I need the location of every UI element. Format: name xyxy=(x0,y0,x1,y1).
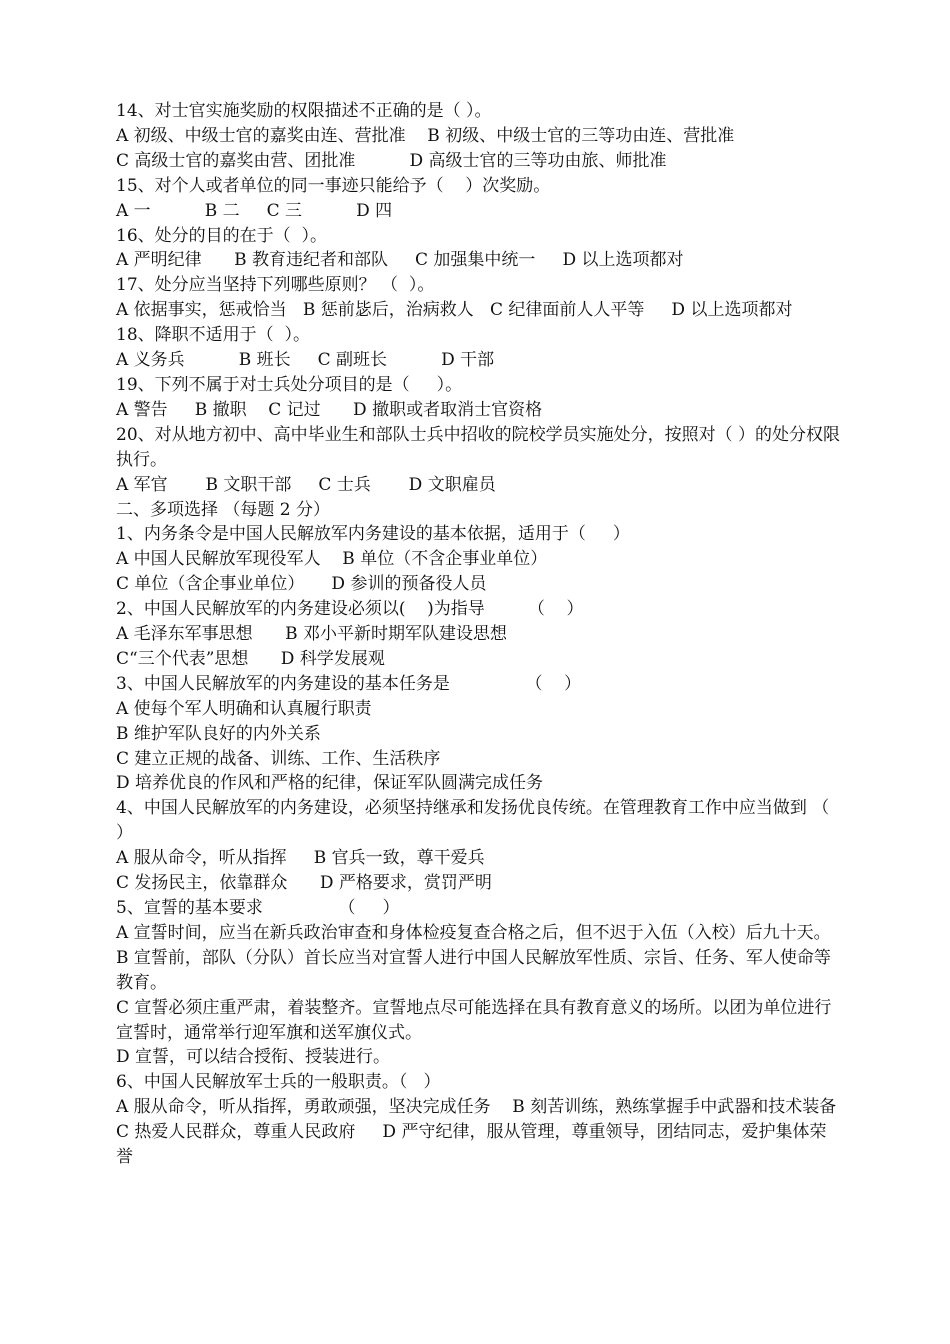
mc-question-4-options-ab: A 服从命令，听从指挥 B 官兵一致，尊干爱兵 xyxy=(116,848,485,869)
question-14: 14、对士官实施奖励的权限描述不正确的是（ ）。 xyxy=(116,101,492,121)
mc-question-3-option-d: D 培养优良的作风和严格的纪律，保证军队圆满完成任务 xyxy=(116,773,544,794)
mc-question-1-options-cd: C 单位（含企事业单位） D 参训的预备役人员 xyxy=(116,574,487,595)
question-14-options-cd: C 高级士官的嘉奖由营、团批准 D 高级士官的三等功由旅、师批准 xyxy=(116,150,667,171)
question-16-options: A 严明纪律 B 教育违纪者和部队 C 加强集中统一 D 以上选项都对 xyxy=(116,250,684,271)
mc-question-5-option-a: A 宣誓时间，应当在新兵政治审查和身体检疫复查合格之后，但不迟于入伍（入校）后九十天。 xyxy=(116,922,831,943)
mc-question-2-options-ab: A 毛泽东军事思想 B 邓小平新时期军队建设思想 xyxy=(116,624,507,645)
mc-question-3-option-a: A 使每个军人明确和认真履行职责 xyxy=(116,698,372,719)
mc-question-5-option-c: C 宣誓必须庄重严肃，着装整齐。宣誓地点尽可能选择在具有教育意义的场所。以团为单位进行宣誓时，通常举行迎军旗和送军旗仪式。 xyxy=(116,997,832,1043)
mc-question-6-options-ab: A 服从命令，听从指挥，勇敢顽强，坚决完成任务 B 刻苦训练，熟练掌握手中武器和技术装备 xyxy=(116,1097,837,1118)
mc-question-4: 4、中国人民解放军的内务建设，必须坚持继承和发扬优良传统。在管理教育工作中应当做到 （ ） xyxy=(116,798,846,844)
question-20-options: A 军官 B 文职干部 C 士兵 D 文职雇员 xyxy=(116,474,496,495)
question-19: 19、下列不属于对士兵处分项目的是（ ）。 xyxy=(116,374,463,395)
question-20: 20、对从地方初中、高中毕业生和部队士兵中招收的院校学员实施处分，按照对（ ）的处分权限执行。 xyxy=(116,424,841,470)
mc-question-5-option-b: B 宣誓前，部队（分队）首长应当对宣誓人进行中国人民解放军性质、宗旨、任务、军人使命等教育。 xyxy=(116,947,831,993)
mc-question-3: 3、中国人民解放军的内务建设的基本任务是 （ ） xyxy=(116,673,582,694)
section-heading-multiple-choice: 二、多项选择 （每题 2 分） xyxy=(116,499,331,520)
document-page xyxy=(116,99,846,1170)
question-18-options: A 义务兵 B 班长 C 副班长 D 干部 xyxy=(116,350,495,371)
mc-question-3-option-c: C 建立正规的战备、训练、工作、生活秩序 xyxy=(116,748,441,769)
question-15: 15、对个人或者单位的同一事迹只能给予（ ）次奖励。 xyxy=(116,175,551,196)
question-16: 16、处分的目的在于（ ）。 xyxy=(116,225,327,246)
mc-question-6-options-cd: C 热爱人民群众，尊重人民政府 D 严守纪律，服从管理，尊重领导，团结同志，爱护集体荣誉 xyxy=(116,1122,827,1168)
mc-question-1-options-ab: A 中国人民解放军现役军人 B 单位（不含企事业单位） xyxy=(116,549,548,570)
question-17-options: A 依据事实，惩戒恰当 B 惩前毖后，治病救人 C 纪律面前人人平等 D 以上选项都对 xyxy=(116,300,793,321)
mc-question-5-option-d: D 宣誓，可以结合授衔、授装进行。 xyxy=(116,1047,391,1068)
question-14-options-ab: A 初级、中级士官的嘉奖由连、营批准 B 初级、中级士官的三等功由连、营批准 xyxy=(116,125,735,146)
question-18: 18、降职不适用于（ ）。 xyxy=(116,325,310,346)
question-19-options: A 警告 B 撤职 C 记过 D 撤职或者取消士官资格 xyxy=(116,399,543,420)
mc-question-1: 1、内务条令是中国人民解放军内务建设的基本依据，适用于（ ） xyxy=(116,524,630,545)
mc-question-3-option-b: B 维护军队良好的内外关系 xyxy=(116,723,321,744)
question-17: 17、处分应当坚持下列哪些原则？ （ ）。 xyxy=(116,275,435,296)
mc-question-2-options-cd: C“三个代表”思想 D 科学发展观 xyxy=(116,648,385,669)
mc-question-2: 2、中国人民解放军的内务建设必须以( )为指导 （ ） xyxy=(116,599,584,620)
mc-question-4-options-cd: C 发扬民主，依靠群众 D 严格要求，赏罚严明 xyxy=(116,873,492,894)
question-15-options: A 一 B 二 C 三 D 四 xyxy=(116,200,393,221)
mc-question-6: 6、中国人民解放军士兵的一般职责。（ ） xyxy=(116,1072,441,1093)
mc-question-5: 5、宣誓的基本要求 （ ） xyxy=(116,898,400,918)
